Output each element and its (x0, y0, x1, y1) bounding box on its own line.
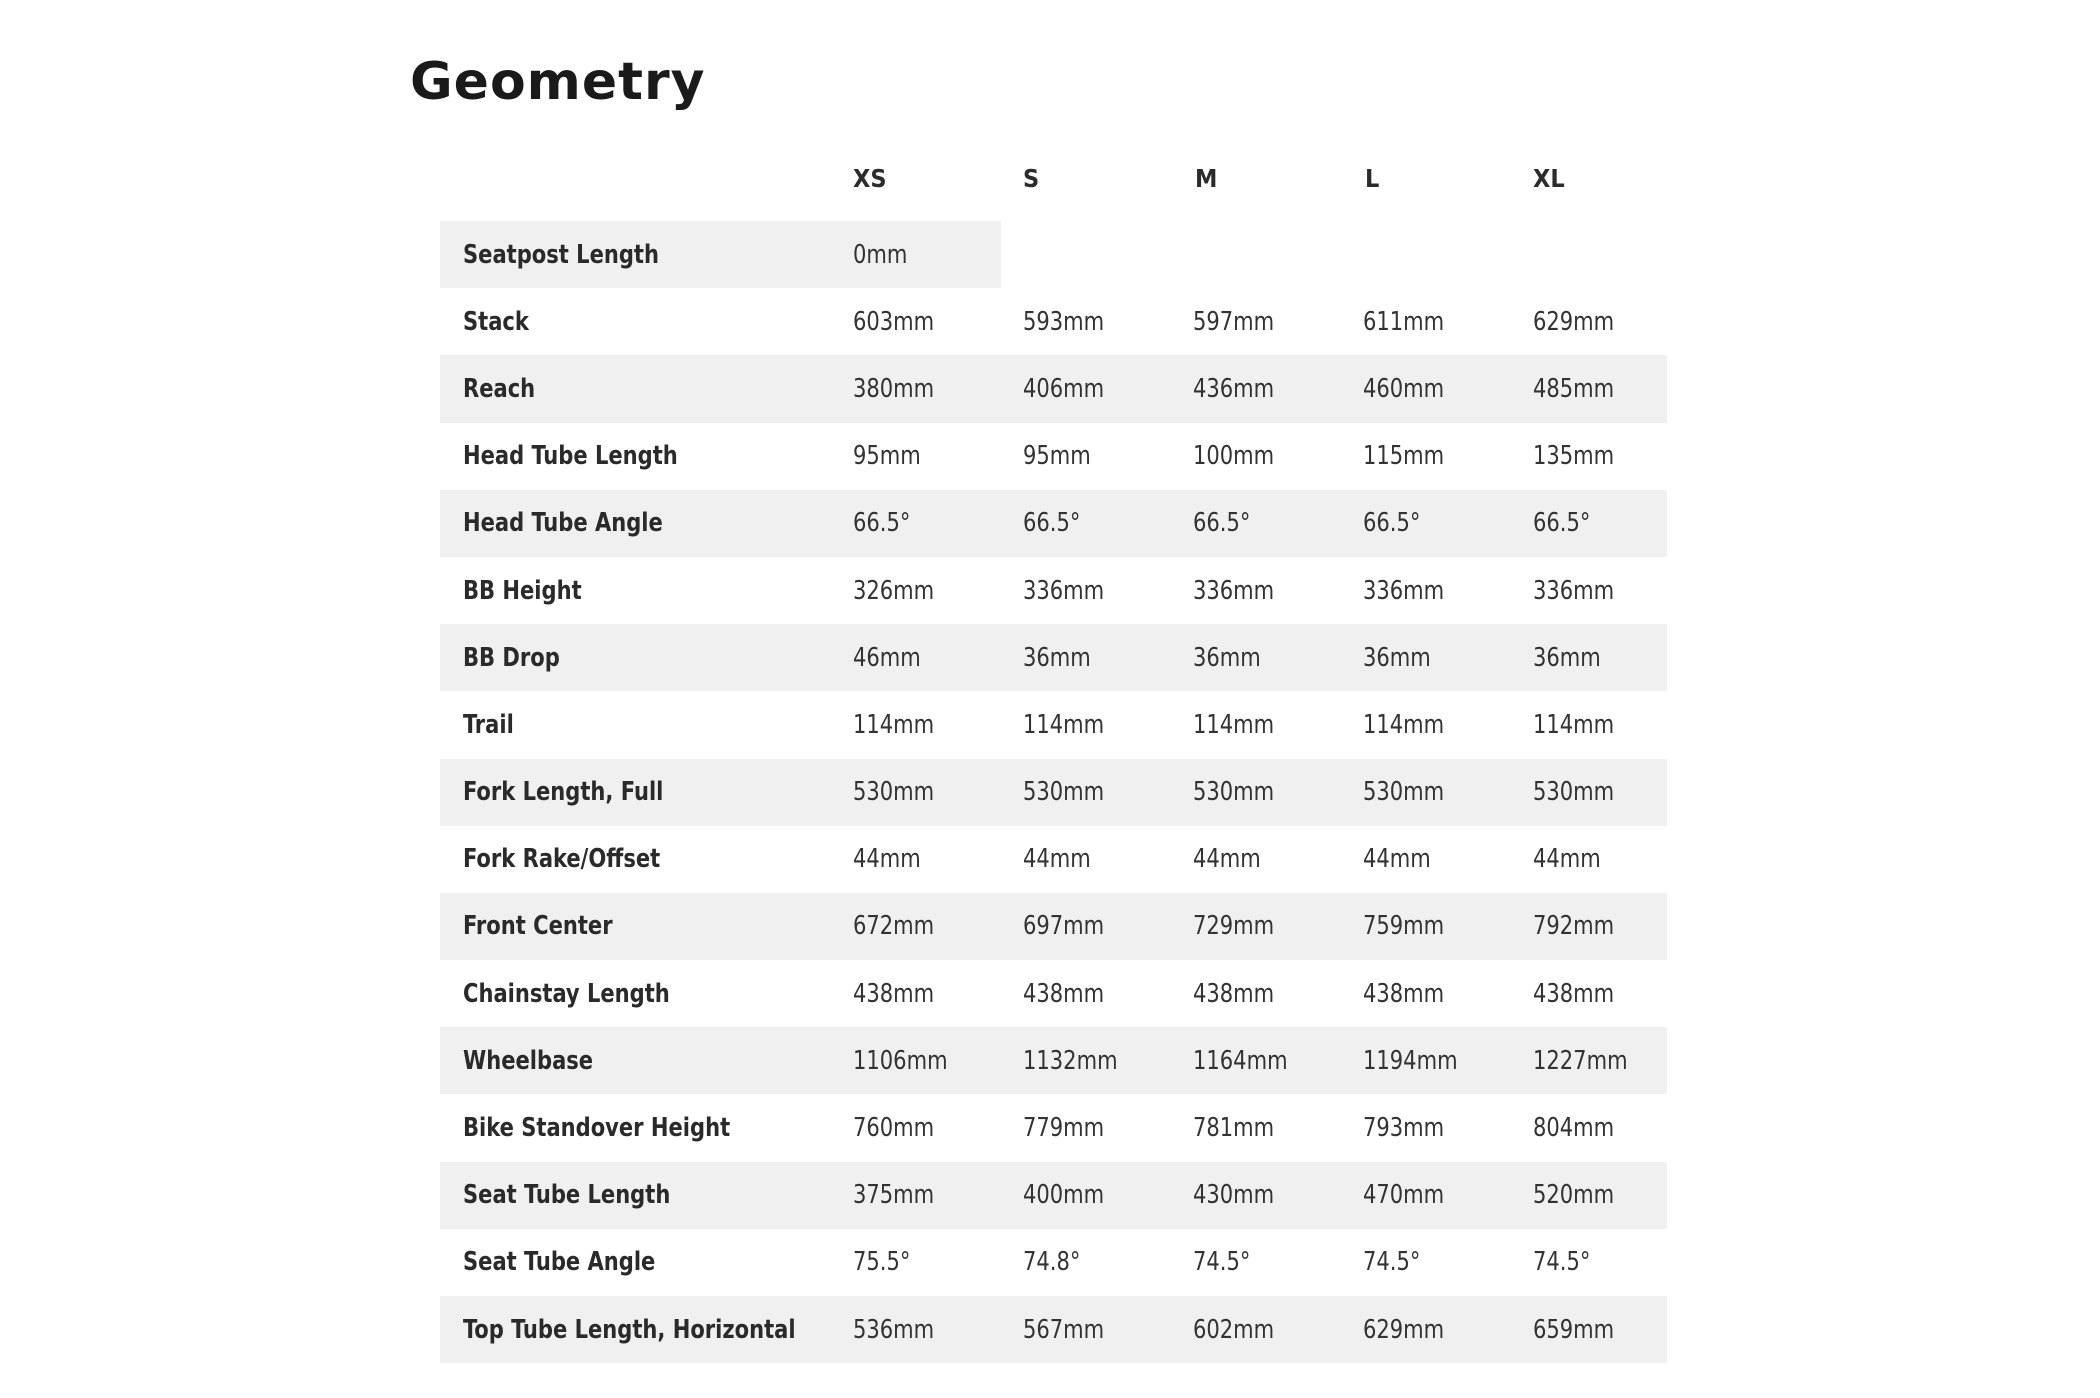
table-row (440, 490, 1667, 557)
cell-s: 1132mm (1023, 1045, 1118, 1076)
cell-l: 530mm (1363, 777, 1445, 808)
cell-m: 66.5° (1193, 508, 1251, 539)
cell-xs: 326mm (853, 575, 935, 606)
cell-xs: 114mm (853, 709, 935, 740)
column-header-xs: XS (853, 164, 887, 193)
cell-m: 729mm (1193, 911, 1275, 942)
cell-xl: 135mm (1533, 441, 1615, 472)
cell-xl: 485mm (1533, 373, 1615, 404)
cell-s: 567mm (1023, 1314, 1105, 1345)
row-label: Seat Tube Angle (463, 1247, 656, 1278)
row-label: Seat Tube Length (463, 1180, 671, 1211)
cell-l: 759mm (1363, 911, 1445, 942)
cell-xs: 375mm (853, 1180, 935, 1211)
cell-xs: 530mm (853, 777, 935, 808)
column-header-s: S (1023, 164, 1040, 193)
page-title: Geometry (410, 52, 706, 112)
cell-xs: 0mm (853, 239, 908, 270)
cell-l: 36mm (1363, 642, 1431, 673)
cell-xl: 336mm (1533, 575, 1615, 606)
cell-xs: 46mm (853, 642, 921, 673)
table-row (440, 221, 1001, 288)
cell-m: 336mm (1193, 575, 1275, 606)
cell-s: 114mm (1023, 709, 1105, 740)
table-row (440, 691, 1667, 758)
row-label: Seatpost Length (463, 239, 659, 270)
row-label: Chainstay Length (463, 978, 670, 1009)
table-row (440, 893, 1667, 960)
cell-m: 74.5° (1193, 1247, 1251, 1278)
cell-l: 114mm (1363, 709, 1445, 740)
table-row (440, 1296, 1667, 1363)
column-header-l: L (1365, 164, 1380, 193)
cell-s: 95mm (1023, 441, 1091, 472)
cell-s: 593mm (1023, 306, 1105, 337)
cell-xl: 804mm (1533, 1113, 1615, 1144)
cell-xs: 44mm (853, 844, 921, 875)
cell-m: 114mm (1193, 709, 1275, 740)
cell-s: 66.5° (1023, 508, 1081, 539)
cell-l: 115mm (1363, 441, 1445, 472)
cell-l: 336mm (1363, 575, 1445, 606)
row-label: Fork Length, Full (463, 777, 664, 808)
cell-xl: 36mm (1533, 642, 1601, 673)
cell-xl: 74.5° (1533, 1247, 1591, 1278)
cell-xs: 380mm (853, 373, 935, 404)
row-label: Wheelbase (463, 1045, 594, 1076)
size-header-row (440, 164, 1667, 204)
cell-xs: 438mm (853, 978, 935, 1009)
cell-m: 602mm (1193, 1314, 1275, 1345)
cell-l: 66.5° (1363, 508, 1421, 539)
cell-xl: 659mm (1533, 1314, 1615, 1345)
cell-xs: 536mm (853, 1314, 935, 1345)
row-label: Bike Standover Height (463, 1113, 731, 1144)
cell-xl: 438mm (1533, 978, 1615, 1009)
cell-l: 629mm (1363, 1314, 1445, 1345)
cell-xl: 530mm (1533, 777, 1615, 808)
column-header-m: M (1195, 164, 1218, 193)
row-label: Head Tube Length (463, 441, 678, 472)
row-label: Top Tube Length, Horizontal (463, 1314, 796, 1345)
cell-l: 438mm (1363, 978, 1445, 1009)
cell-xs: 603mm (853, 306, 935, 337)
cell-xl: 1227mm (1533, 1045, 1628, 1076)
cell-xl: 520mm (1533, 1180, 1615, 1211)
cell-s: 530mm (1023, 777, 1105, 808)
row-label: Trail (463, 709, 514, 740)
cell-l: 460mm (1363, 373, 1445, 404)
table-row (440, 288, 1667, 355)
table-row (440, 624, 1667, 691)
cell-m: 44mm (1193, 844, 1261, 875)
table-row (440, 1094, 1667, 1161)
cell-s: 697mm (1023, 911, 1105, 942)
table-row (440, 1229, 1667, 1296)
table-row (440, 1027, 1667, 1094)
cell-l: 611mm (1363, 306, 1445, 337)
cell-xs: 95mm (853, 441, 921, 472)
cell-m: 781mm (1193, 1113, 1275, 1144)
table-row (440, 1162, 1667, 1229)
cell-m: 100mm (1193, 441, 1275, 472)
cell-l: 74.5° (1363, 1247, 1421, 1278)
cell-m: 597mm (1193, 306, 1275, 337)
cell-m: 1164mm (1193, 1045, 1288, 1076)
cell-l: 793mm (1363, 1113, 1445, 1144)
cell-xs: 760mm (853, 1113, 935, 1144)
cell-xs: 66.5° (853, 508, 911, 539)
row-label: Head Tube Angle (463, 508, 663, 539)
cell-m: 36mm (1193, 642, 1261, 673)
row-label: BB Height (463, 575, 582, 606)
cell-m: 438mm (1193, 978, 1275, 1009)
cell-m: 436mm (1193, 373, 1275, 404)
cell-xl: 44mm (1533, 844, 1601, 875)
row-label: Reach (463, 373, 536, 404)
column-header-xl: XL (1533, 164, 1565, 193)
cell-xs: 1106mm (853, 1045, 948, 1076)
table-row (440, 759, 1667, 826)
cell-s: 74.8° (1023, 1247, 1081, 1278)
cell-xl: 66.5° (1533, 508, 1591, 539)
cell-xl: 792mm (1533, 911, 1615, 942)
cell-xs: 672mm (853, 911, 935, 942)
cell-l: 1194mm (1363, 1045, 1458, 1076)
cell-xl: 629mm (1533, 306, 1615, 337)
row-label: Fork Rake/Offset (463, 844, 661, 875)
cell-s: 406mm (1023, 373, 1105, 404)
geometry-table (440, 221, 1667, 1363)
table-row (440, 557, 1667, 624)
cell-l: 470mm (1363, 1180, 1445, 1211)
cell-s: 779mm (1023, 1113, 1105, 1144)
cell-s: 438mm (1023, 978, 1105, 1009)
cell-m: 530mm (1193, 777, 1275, 808)
cell-m: 430mm (1193, 1180, 1275, 1211)
row-label: Stack (463, 306, 529, 337)
cell-s: 44mm (1023, 844, 1091, 875)
table-row (440, 826, 1667, 893)
cell-l: 44mm (1363, 844, 1431, 875)
cell-s: 336mm (1023, 575, 1105, 606)
cell-s: 400mm (1023, 1180, 1105, 1211)
table-row (440, 960, 1667, 1027)
cell-xl: 114mm (1533, 709, 1615, 740)
table-row (440, 355, 1667, 422)
cell-s: 36mm (1023, 642, 1091, 673)
row-label: Front Center (463, 911, 613, 942)
row-label: BB Drop (463, 642, 560, 673)
cell-xs: 75.5° (853, 1247, 911, 1278)
table-row (440, 423, 1667, 490)
